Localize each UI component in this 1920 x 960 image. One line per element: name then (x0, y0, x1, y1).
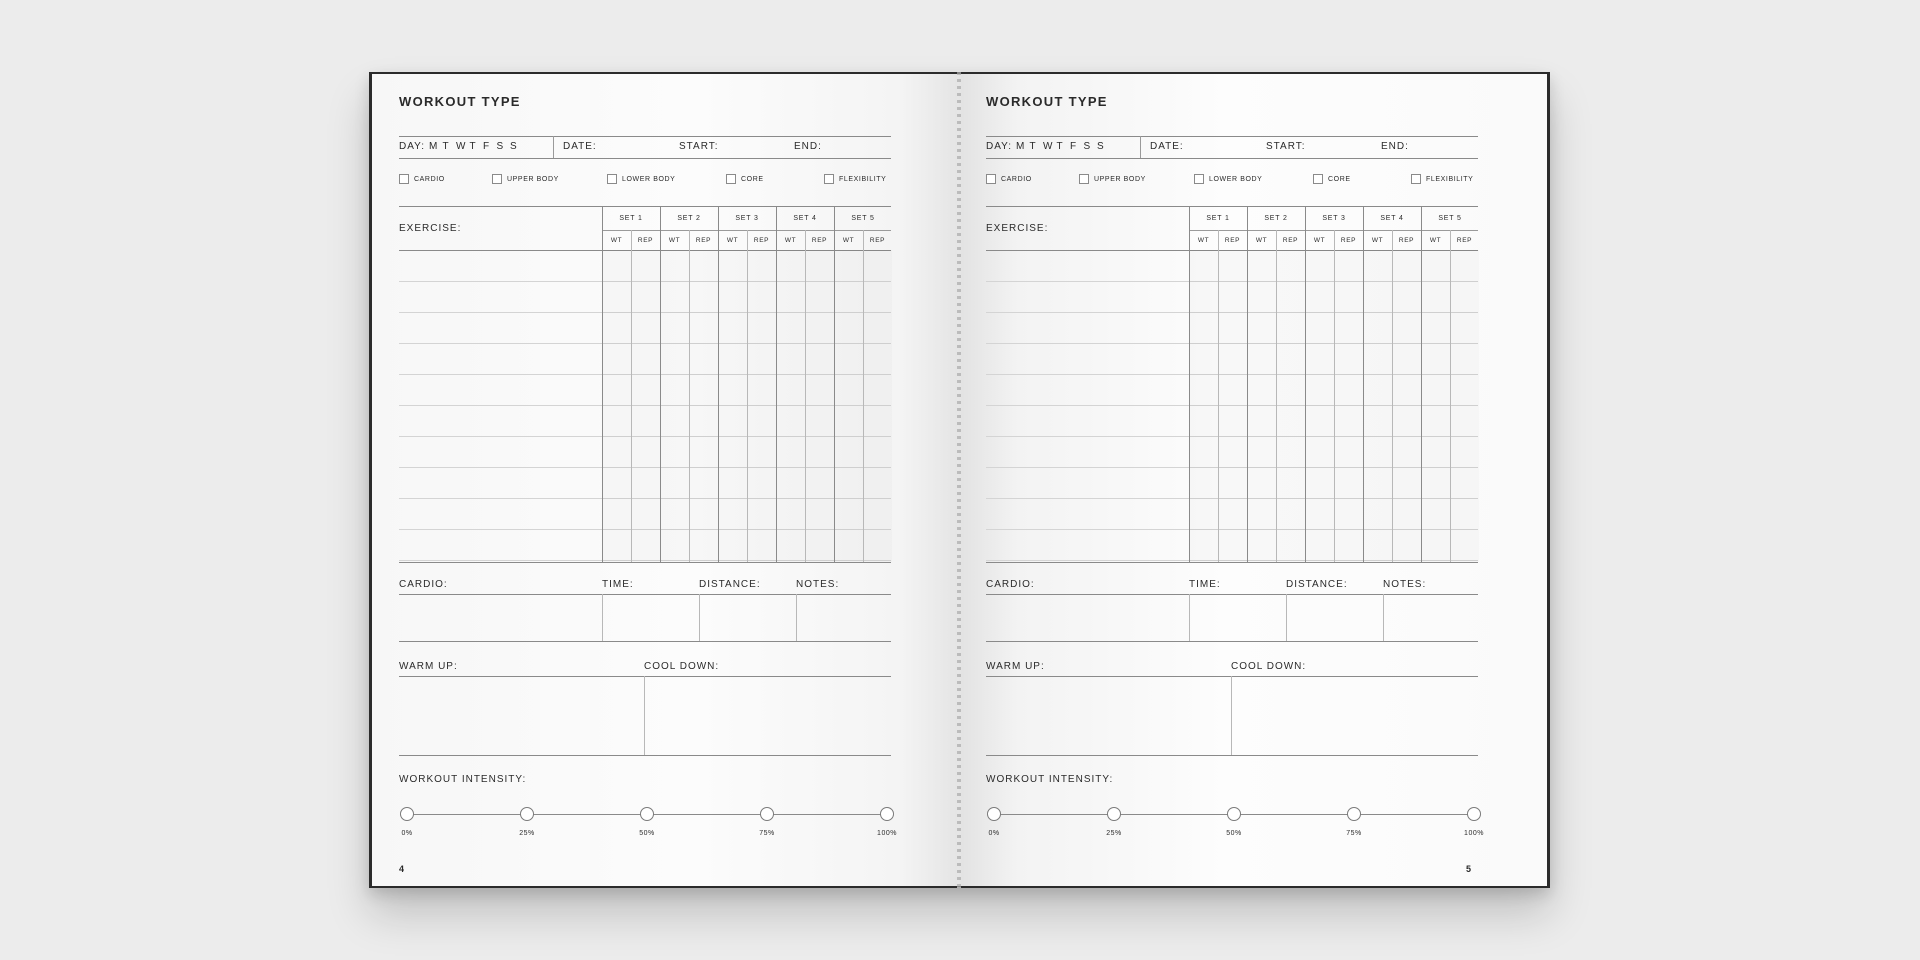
category-label: CORE (1328, 176, 1351, 183)
divider (689, 230, 690, 562)
weight-header: WT (1371, 236, 1384, 244)
category-label: LOWER BODY (1209, 176, 1263, 183)
divider (1383, 594, 1384, 641)
day-label: DAY: (986, 141, 1013, 152)
category-checkbox[interactable] (492, 174, 502, 184)
end-label: END: (1381, 141, 1409, 152)
category-checkbox[interactable] (1313, 174, 1323, 184)
category-label: CARDIO (1001, 176, 1032, 183)
right-page (959, 74, 1547, 886)
distance-label: DISTANCE: (699, 579, 761, 590)
intensity-level-label: 25% (519, 830, 535, 837)
day-option[interactable]: F (1070, 141, 1078, 152)
divider (1247, 206, 1248, 562)
weight-header: WT (610, 236, 623, 244)
weight-cells[interactable] (718, 250, 747, 562)
start-label: START: (679, 141, 719, 152)
weight-header: WT (842, 236, 855, 244)
divider (805, 230, 806, 562)
weight-header: WT (1197, 236, 1210, 244)
divider (796, 594, 797, 641)
weight-cells[interactable] (1305, 250, 1334, 562)
divider (863, 230, 864, 562)
category-checkbox[interactable] (986, 174, 996, 184)
weight-header: WT (1255, 236, 1268, 244)
page-title: WORKOUT TYPE (399, 94, 521, 109)
intensity-level-label: 0% (401, 830, 413, 837)
rule (399, 562, 891, 563)
set-header: SET 4 (793, 214, 817, 222)
intensity-level-label: 50% (1226, 830, 1242, 837)
set-header: SET 1 (1206, 214, 1230, 222)
notes-label: NOTES: (1383, 579, 1427, 590)
rep-cells[interactable] (1392, 250, 1421, 562)
intensity-knob[interactable] (1107, 807, 1121, 821)
weight-cells[interactable] (1363, 250, 1392, 562)
rep-header: REP (1282, 236, 1299, 244)
rep-cells[interactable] (1334, 250, 1363, 562)
intensity-label: WORKOUT INTENSITY: (986, 774, 1114, 785)
worksheet (986, 74, 1484, 886)
category-label: CORE (741, 176, 764, 183)
rep-header: REP (869, 236, 886, 244)
category-label: UPPER BODY (1094, 176, 1146, 183)
day-option[interactable]: S (510, 141, 518, 152)
intensity-level-label: 75% (759, 830, 775, 837)
divider (1140, 136, 1141, 158)
day-option[interactable]: M (1016, 141, 1026, 152)
divider (553, 136, 554, 158)
exercise-label: EXERCISE: (986, 223, 1049, 234)
set-header: SET 4 (1380, 214, 1404, 222)
rule (986, 136, 1478, 137)
intensity-level-label: 25% (1106, 830, 1122, 837)
weight-header: WT (784, 236, 797, 244)
intensity-level-label: 50% (639, 830, 655, 837)
rule (399, 136, 891, 137)
intensity-level-label: 75% (1346, 830, 1362, 837)
rep-header: REP (753, 236, 770, 244)
rule (986, 676, 1478, 677)
set-header: SET 3 (1322, 214, 1346, 222)
category-checkbox[interactable] (1411, 174, 1421, 184)
divider (602, 594, 603, 641)
day-option[interactable]: T (442, 141, 450, 152)
set-header: SET 1 (619, 214, 643, 222)
rep-header: REP (1340, 236, 1357, 244)
divider (1231, 676, 1232, 755)
category-label: CARDIO (414, 176, 445, 183)
rep-header: REP (695, 236, 712, 244)
divider (1363, 206, 1364, 562)
divider (1334, 230, 1335, 562)
rep-header: REP (1224, 236, 1241, 244)
day-option[interactable]: T (1056, 141, 1064, 152)
category-checkbox[interactable] (399, 174, 409, 184)
day-option[interactable]: T (1029, 141, 1037, 152)
cooldown-label: COOL DOWN: (644, 661, 720, 672)
divider (1392, 230, 1393, 562)
intensity-knob[interactable] (1347, 807, 1361, 821)
intensity-level-label: 0% (988, 830, 1000, 837)
set-header: SET 5 (1438, 214, 1462, 222)
intensity-level-label: 100% (1464, 830, 1484, 837)
rule (986, 641, 1478, 642)
category-checkbox[interactable] (1194, 174, 1204, 184)
day-option[interactable]: F (483, 141, 491, 152)
divider (747, 230, 748, 562)
category-checkbox[interactable] (824, 174, 834, 184)
rule (986, 755, 1478, 756)
rep-header: REP (1398, 236, 1415, 244)
intensity-knob[interactable] (987, 807, 1001, 821)
weight-header: WT (1429, 236, 1442, 244)
divider (631, 230, 632, 562)
intensity-level-label: 100% (877, 830, 897, 837)
rule (399, 755, 891, 756)
set-header: SET 5 (851, 214, 875, 222)
rep-cells[interactable] (631, 250, 660, 562)
set-header: SET 2 (1264, 214, 1288, 222)
open-notebook (369, 72, 1550, 890)
worksheet (399, 74, 897, 886)
weight-cells[interactable] (1189, 250, 1218, 562)
category-checkbox[interactable] (1079, 174, 1089, 184)
rule (986, 562, 1478, 563)
end-label: END: (794, 141, 822, 152)
rep-cells[interactable] (863, 250, 892, 562)
start-label: START: (1266, 141, 1306, 152)
rule (986, 158, 1478, 159)
set-header: SET 3 (735, 214, 759, 222)
rep-cells[interactable] (1218, 250, 1247, 562)
divider (1189, 594, 1190, 641)
divider (1421, 206, 1422, 562)
intensity-knob[interactable] (400, 807, 414, 821)
day-option[interactable]: T (469, 141, 477, 152)
page-number: 5 (1466, 864, 1472, 874)
weight-cells[interactable] (602, 250, 631, 562)
page-number: 4 (399, 864, 405, 874)
day-option[interactable]: W (1043, 141, 1054, 152)
distance-label: DISTANCE: (1286, 579, 1348, 590)
rep-cells[interactable] (1450, 250, 1479, 562)
cardio-label: CARDIO: (399, 579, 448, 590)
date-label: DATE: (563, 141, 597, 152)
intensity-knob[interactable] (760, 807, 774, 821)
intensity-knob[interactable] (1227, 807, 1241, 821)
weight-cells[interactable] (660, 250, 689, 562)
cardio-label: CARDIO: (986, 579, 1035, 590)
exercise-label: EXERCISE: (399, 223, 462, 234)
divider (660, 206, 661, 562)
divider (1218, 230, 1219, 562)
rule (986, 594, 1478, 595)
category-checkbox[interactable] (607, 174, 617, 184)
rep-cells[interactable] (805, 250, 834, 562)
weight-cells[interactable] (1247, 250, 1276, 562)
day-option[interactable]: M (429, 141, 439, 152)
category-checkbox[interactable] (726, 174, 736, 184)
rep-header: REP (1456, 236, 1473, 244)
day-option[interactable]: S (1097, 141, 1105, 152)
divider (1305, 206, 1306, 562)
weight-header: WT (726, 236, 739, 244)
rep-header: REP (637, 236, 654, 244)
notebook-spine (957, 72, 961, 888)
divider (718, 206, 719, 562)
day-label: DAY: (399, 141, 426, 152)
intensity-knob[interactable] (880, 807, 894, 821)
weight-header: WT (1313, 236, 1326, 244)
divider (1286, 594, 1287, 641)
notes-label: NOTES: (796, 579, 840, 590)
divider (1450, 230, 1451, 562)
cooldown-label: COOL DOWN: (1231, 661, 1307, 672)
divider (776, 206, 777, 562)
category-label: LOWER BODY (622, 176, 676, 183)
category-label: FLEXIBILITY (839, 176, 887, 183)
time-label: TIME: (602, 579, 634, 590)
divider (644, 676, 645, 755)
rule (399, 641, 891, 642)
intensity-label: WORKOUT INTENSITY: (399, 774, 527, 785)
intensity-knob[interactable] (520, 807, 534, 821)
divider (699, 594, 700, 641)
category-label: FLEXIBILITY (1426, 176, 1474, 183)
rep-cells[interactable] (689, 250, 718, 562)
page-title: WORKOUT TYPE (986, 94, 1108, 109)
time-label: TIME: (1189, 579, 1221, 590)
rep-header: REP (811, 236, 828, 244)
category-label: UPPER BODY (507, 176, 559, 183)
warmup-label: WARM UP: (986, 661, 1045, 672)
weight-cells[interactable] (834, 250, 863, 562)
left-page (372, 74, 960, 886)
day-option[interactable]: S (1083, 141, 1092, 152)
divider (834, 206, 835, 562)
set-header: SET 2 (677, 214, 701, 222)
weight-header: WT (668, 236, 681, 244)
date-label: DATE: (1150, 141, 1184, 152)
day-option[interactable]: W (456, 141, 467, 152)
rule (399, 158, 891, 159)
rule (399, 594, 891, 595)
weight-cells[interactable] (1421, 250, 1450, 562)
rep-cells[interactable] (747, 250, 776, 562)
intensity-knob[interactable] (1467, 807, 1481, 821)
divider (602, 206, 603, 562)
divider (1189, 206, 1190, 562)
divider (1276, 230, 1277, 562)
warmup-label: WARM UP: (399, 661, 458, 672)
day-option[interactable]: S (496, 141, 505, 152)
rep-cells[interactable] (1276, 250, 1305, 562)
rule (399, 676, 891, 677)
weight-cells[interactable] (776, 250, 805, 562)
intensity-knob[interactable] (640, 807, 654, 821)
